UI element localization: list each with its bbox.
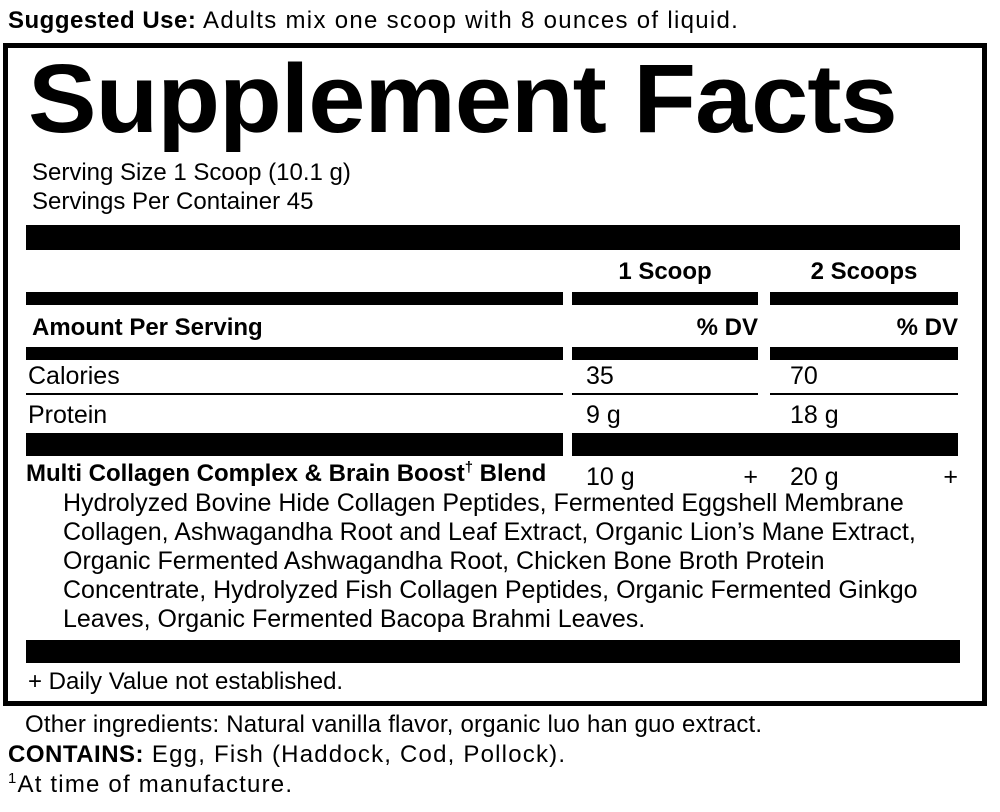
contains-label: CONTAINS: — [8, 741, 145, 768]
blend-dv-1scoop: + — [743, 463, 758, 491]
amount-per-serving-label: Amount Per Serving — [32, 314, 263, 341]
contains-text: Egg, Fish (Haddock, Cod, Pollock). — [151, 741, 567, 768]
divider-bar-label-col-a — [26, 292, 563, 305]
blend-value-1scoop: 10 g — [586, 463, 635, 491]
blend-label — [26, 460, 546, 488]
column-header-1-scoop: 1 Scoop — [618, 258, 712, 285]
divider-bar-blend-label — [26, 433, 563, 456]
divider-bar-col2-b — [770, 347, 958, 360]
row-calories-value-2scoops: 70 — [790, 362, 818, 390]
row-protein-label: Protein — [28, 401, 108, 429]
dagger-symbol: † — [464, 460, 473, 476]
supplement-facts-panel — [3, 43, 987, 706]
serving-size: Serving Size 1 Scoop (10.1 g) — [32, 159, 351, 186]
separator-label-col — [26, 393, 563, 395]
servings-per-container: Servings Per Container 45 — [32, 188, 314, 215]
divider-bar-col1-b — [572, 347, 758, 360]
column-header-2-scoops: 2 Scoops — [810, 258, 918, 285]
dv-header-col2: % DV — [896, 314, 958, 341]
manufacture-note — [8, 771, 293, 799]
blend-dv-2scoops: + — [943, 463, 958, 491]
blend-label-main: Multi Collagen Complex & Brain Boost — [26, 460, 465, 487]
row-calories-value-1scoop: 35 — [586, 362, 614, 390]
row-protein-value-1scoop: 9 g — [586, 401, 621, 429]
separator-col1 — [572, 393, 758, 395]
manufacture-note-superscript: 1 — [8, 771, 18, 787]
divider-bar-top — [26, 225, 960, 250]
blend-label-suffix: Blend — [472, 460, 547, 487]
suggested-use-text: Adults mix one scoop with 8 ounces of liquid. — [203, 7, 740, 34]
suggested-use-line — [8, 7, 739, 35]
separator-col2 — [770, 393, 958, 395]
other-ingredients-line — [25, 711, 762, 739]
divider-bar-bottom — [26, 640, 960, 663]
row-protein-value-2scoops: 18 g — [790, 401, 839, 429]
manufacture-note-text: At time of manufacture. — [17, 771, 294, 798]
other-ingredients-label: Other ingredients: — [25, 711, 220, 738]
divider-bar-label-col-b — [26, 347, 563, 360]
panel-title: Supplement Facts — [28, 44, 897, 153]
divider-bar-blend-values — [572, 433, 958, 456]
daily-value-footnote: + Daily Value not established. — [28, 668, 344, 695]
contains-line — [8, 741, 566, 769]
dv-header-col1: % DV — [696, 314, 758, 341]
blend-value-2scoops: 20 g — [790, 463, 839, 491]
blend-ingredients: Hydrolyzed Bovine Hide Collagen Peptides, Fermented Eggshell Membrane Collagen, Ashwagandha Root and Leaf Extract, Organic Lion’s Mane Extract, Organic Fermented Ashwagandha Root, Chicken Bone Broth Protein Concentrate, Hydrolyzed Fish Collagen Peptides, Organic Fermented Ginkgo Leaves, Organic Fermented Bacopa Brahmi Leaves. — [63, 489, 918, 633]
suggested-use-label: Suggested Use: — [8, 7, 197, 34]
row-calories-label: Calories — [28, 362, 120, 390]
divider-bar-col2-a — [770, 292, 958, 305]
divider-bar-col1-a — [572, 292, 758, 305]
other-ingredients-text: Natural vanilla flavor, organic luo han guo extract. — [226, 711, 763, 738]
